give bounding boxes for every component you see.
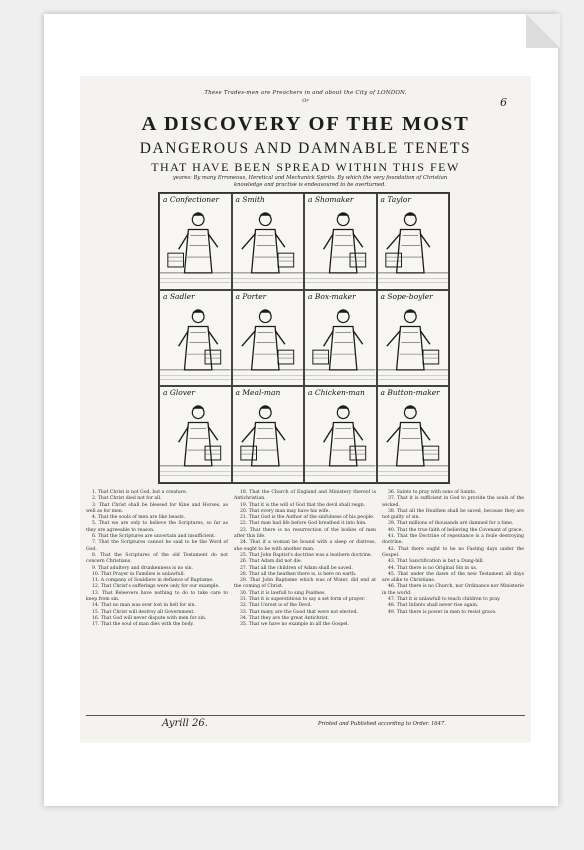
porter-figure [233,291,304,386]
woodcut-panel [159,290,232,387]
panel-label: a Smith [235,195,265,204]
panel-label: a Box-maker [308,291,356,301]
title-line-1: A DISCOVERY OF THE MOST [141,113,470,135]
tenet-item: 8. That the Scriptures of the old Testament do not concern Christians. [86,552,228,565]
woodcut-panel [377,193,450,290]
panel-label: a Taylor [380,195,411,204]
tenet-item: 15. That Christ will destroy all Government. [92,609,195,615]
tenet-item: 30. That it is lawfull to sing Psalmes. [240,590,326,596]
tenet-item: 3. That Christ shall be blessed for Kine and Horses, as well as for men. [86,502,228,514]
handwritten-date: Ayrill 26. [162,718,208,729]
taylor-figure [378,194,449,289]
tenet-item: 11. A company of Souldiers in defiance of Baptisme. [92,578,214,584]
tenet-item: 13. That Beleevers have nothing to do to take care to keep from sin. [86,590,228,603]
tenet-item: 17. That the soul of man dies with the body. [92,622,194,628]
tenet-item: 29. That John Baptisme which was of Water, did end at the coming of Christ. [234,578,376,590]
tenets-column-3 [382,490,524,715]
tenet-item: 2. That Christ died not for all. [92,496,162,502]
tenet-item: 44. That there is no Original Sin in us. [388,565,478,571]
tenet-item: 27. That all the children of Adam shall be saved. [240,565,353,571]
title-line-2: DANGEROUS AND DAMNABLE TENETS [139,140,472,157]
woodcut-panel [232,290,305,387]
tenet-item: 43. That Sanctification is but a Dung-hill. [388,559,485,565]
woodcut-panel [159,386,232,483]
panel-label: a Glover [163,388,196,398]
tenet-item: 47. That it is unlawfull to teach children to pray. [388,597,501,603]
page-curl [526,14,560,48]
box-maker-figure [305,291,376,386]
tenet-item: 20. That every man may have his wife. [240,508,330,514]
footer-rule [86,715,525,716]
woodcut-panel [304,386,377,483]
tenet-item: 38. That all the Heathen shall be saved, because they are not guilty of sin. [382,508,524,521]
panel-label: a Button-maker [380,388,440,398]
sope-boyler-figure [378,291,449,386]
sadler-figure [160,291,231,386]
tenet-item: 45. That under the dawn of the new Testament all days are alike to Christians. [382,571,524,584]
tenet-item: 40. That the true faith of believing the Covenant of grace. [388,527,523,533]
tenet-item: 41. That the Doctrine of repentance is a foule destroying doctrine. [382,534,524,546]
woodcut-panel [232,193,305,290]
subtitle: yeares: By many Erroneous, Heretical and Mechanick Spirits. By which the very foundation of Christian knowledge and practise is endeavoured to be overturned. [172,175,448,188]
tenet-item: 33. That many are the Good that were not elected. [240,609,358,615]
tenet-item: 19. That it is the will of God that the devil shall reign. [240,502,366,508]
tenet-item: 16. That God will never dispute with men for sin. [92,615,207,621]
folio-mark: 6 [500,96,507,109]
tenets-column-1 [86,490,228,715]
confectioner-figure [160,194,231,289]
tenet-item: 5. That we are only to believe the Scriptures, so far as they are agreeable to reason. [86,521,228,533]
tenet-item: 46. That there is no Church, nor Ordinance nor Ministerie in the world. [382,584,524,596]
tenet-item: 6. That the Scriptures are uncertain and insufficient. [92,534,216,540]
tenet-item: 42. That there ought to be no Fasting days under the Gospel. [382,546,524,558]
tenet-item: 36. Saints to pray with sons of Saints. [388,490,477,495]
woodcut-panel [159,193,232,290]
tenet-item: 34. That they are the great Antichrist. [240,615,329,621]
tenet-item: 10. That Prayer in Families is unlawfull. [92,571,186,577]
woodcut-panel [304,290,377,387]
tradesmen-woodcut-grid [158,192,450,484]
panel-label: a Sadler [163,291,195,301]
woodcut-panel [377,386,450,483]
panel-label: a Shomaker [308,195,354,204]
tenet-item: 48. That Infants shall never rise again. [388,603,479,609]
panel-label: a Chicken-man [308,388,365,398]
tenet-item: 22. That man had life before God breathed it into him. [240,521,367,527]
tenet-item: 39. That millions of thousands are damned for a time. [388,521,514,527]
tenet-item: 35. That we have no example in all the Gospel. [240,622,349,628]
tenet-item: 1. That Christ is not God, but a creature. [92,490,188,495]
panel-label: a Confectioner [163,195,220,204]
tenet-item: 7. That the Scriptures cannot be said to be the Word of God. [86,540,228,552]
or-line: Or [302,98,309,104]
panel-label: a Sope-boyler [380,291,433,301]
title-line-3: THAT HAVE BEEN SPREAD WITHIN THIS FEW [151,160,460,174]
tenet-item: 32. That Unrest is of the Devil. [240,603,312,609]
smith-figure [233,194,304,289]
tenet-item: 9. That adultery and drunkenness is no sin. [92,565,194,571]
woodcut-panel [377,290,450,387]
meal-man-figure [233,387,304,482]
panel-label: a Meal-man [235,388,281,398]
tenet-item: 24. That if a woman be bound with a sleep or distress, she ought to be with another man. [234,540,376,552]
tenet-item: 31. That it is superstitious to say a set form of prayer. [240,597,366,603]
top-line: These Trades-men are Preachers in and about the City of LONDON. [204,90,407,96]
glover-figure [160,387,231,482]
button-maker-figure [378,387,449,482]
tenet-item: 4. That the souls of men are like beasts. [92,515,186,521]
chicken-man-figure [305,387,376,482]
tenet-item: 37. That it is sufficient in God to provide the souls of the wicked. [382,496,524,508]
panel-label: a Porter [235,291,267,301]
imprint-line: Printed and Published according to Order. 1647. [318,721,446,727]
woodcut-panel [304,193,377,290]
tenet-item: 21. That God is the Author of the sinfulness of his people. [240,515,375,521]
tenet-item: 18. That the Church of England and Ministery thereof is Antichristian. [234,490,376,502]
tenet-item: 14. That no man was ever lost in hell for sin. [92,603,196,609]
tenet-item: 26. That Adam did not die. [240,559,303,565]
tenet-item: 28. That all the heathen there is, is here on earth. [240,571,357,577]
shoemaker-figure [305,194,376,289]
tenet-item: 23. That there is no resurrection of the bodies of men after this life. [234,527,376,540]
tenets-column-2 [234,490,376,715]
tenet-item: 12. That Christ's sufferings were only for our example. [92,584,220,590]
tenet-item: 49. That there is power in men to resist grace. [388,609,497,615]
broadsheet [80,76,531,743]
woodcut-panel [232,386,305,483]
tenet-item: 25. That John Baptist's doctrine was a leathern doctrine. [240,552,373,558]
